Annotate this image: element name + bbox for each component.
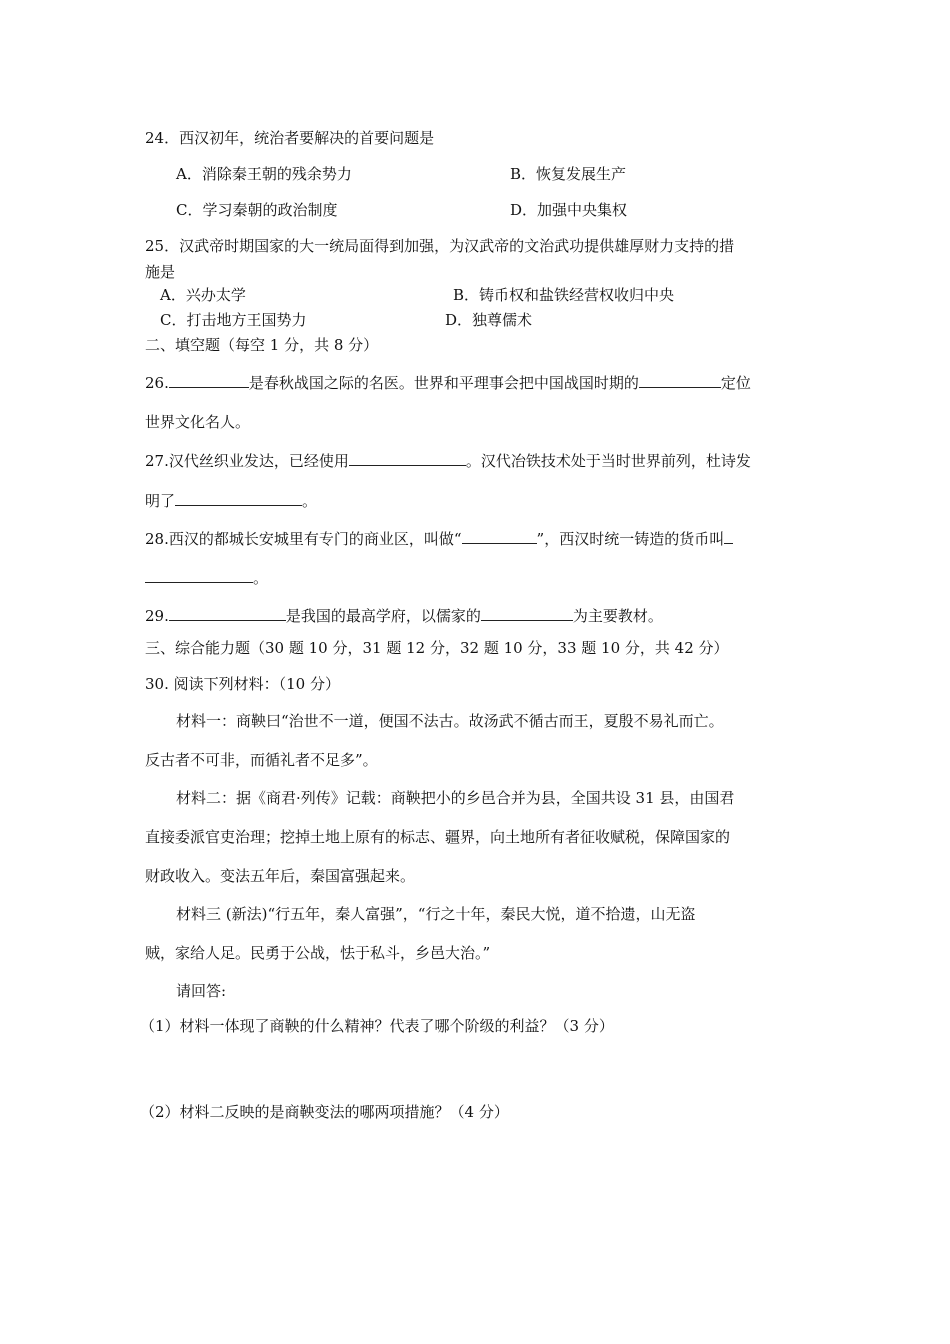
q30-sub-question-2: （2）材料二反映的是商鞅变法的哪两项措施？（4 分） — [140, 1103, 509, 1121]
q28-text: 28.西汉的都城长安城里有专门的商业区，叫做“ — [145, 530, 462, 548]
q30-material-2-line2: 直接委派官吏治理；挖掉土地上原有的标志、疆界，向土地所有者征收赋税，保障国家的 — [145, 828, 731, 846]
q27-line1 — [145, 449, 751, 471]
q30-material-3-line2: 贼，家给人足。民勇于公战，怯于私斗，乡邑大治。” — [145, 944, 491, 962]
q25-stem-line2: 施是 — [145, 263, 176, 281]
q26-blank-2[interactable] — [639, 371, 721, 388]
q30-material-2-line3: 财政收入。变法五年后，秦国富强起来。 — [145, 867, 416, 885]
question-29 — [145, 604, 663, 626]
q29-text-end: 为主要教材。 — [572, 607, 663, 625]
q28-blank-1[interactable] — [462, 527, 537, 544]
q25-option-b: B．铸币权和盐铁经营权收归中央 — [453, 286, 675, 304]
q26-text: 是春秋战国之际的名医。世界和平理事会把中国战国时期的 — [248, 374, 639, 392]
q28-line2 — [145, 566, 268, 588]
q25-option-d: D．独尊儒术 — [445, 311, 533, 329]
q29-number: 29. — [145, 607, 169, 625]
q27-blank-1[interactable] — [349, 449, 466, 466]
q24-option-a: A．消除秦王朝的残余势力 — [176, 165, 352, 183]
q24-option-d: D．加强中央集权 — [510, 201, 628, 219]
q26-text-end: 定位 — [720, 374, 751, 392]
q28-blank-2[interactable] — [145, 566, 253, 583]
q24-option-b: B．恢复发展生产 — [510, 165, 627, 183]
q30-material-1-line2: 反古者不可非，而循礼者不足多”。 — [145, 751, 378, 769]
q27-text-3: 明了 — [145, 492, 176, 510]
q25-option-c: C．打击地方王国势力 — [160, 311, 307, 329]
q28-text-2: ”，西汉时统一铸造的货币叫 — [536, 530, 725, 548]
q29-blank-1[interactable] — [169, 604, 286, 621]
section-2-heading: 二、填空题（每空 1 分，共 8 分） — [145, 336, 379, 354]
q27-text: 27.汉代丝织业发达，已经使用 — [145, 452, 349, 470]
q24-stem: 24．西汉初年，统治者要解决的首要问题是 — [145, 129, 435, 147]
q28-line1 — [145, 527, 733, 549]
q25-option-a: A．兴办太学 — [160, 286, 246, 304]
q27-blank-2[interactable] — [175, 489, 302, 506]
q28-blank-2-start[interactable] — [724, 527, 733, 544]
q30-material-3-line1: 材料三 (新法)“行五年，秦人富强”，“行之十年，秦民大悦，道不拾遗，山无盗 — [176, 905, 696, 923]
q27-text-4: 。 — [302, 492, 318, 510]
q26-line2: 世界文化名人。 — [145, 413, 251, 431]
q24-option-c: C．学习秦朝的政治制度 — [176, 201, 338, 219]
q26-blank-1[interactable] — [169, 371, 249, 388]
q27-line2 — [145, 489, 317, 511]
q28-text-3: 。 — [253, 569, 269, 587]
q30-material-2-line1: 材料二：据《商君·列传》记载：商鞅把小的乡邑合并为县，全国共设 31 县，由国君 — [176, 789, 735, 807]
q30-sub-question-1: （1）材料一体现了商鞅的什么精神？代表了哪个阶级的利益？（3 分） — [140, 1017, 614, 1035]
q30-prompt: 请回答: — [176, 982, 227, 1000]
q26-line1 — [145, 371, 751, 393]
section-3-heading: 三、综合能力题（30 题 10 分，31 题 12 分，32 题 10 分，33 题 10 分，共 42 分） — [145, 639, 729, 657]
q25-stem-line1: 25．汉武帝时期国家的大一统局面得到加强，为汉武帝的文治武功提供雄厚财力支持的措 — [145, 237, 735, 255]
q29-blank-2[interactable] — [481, 604, 573, 621]
q30-material-1-line1: 材料一：商鞅曰“治世不一道，便国不法古。故汤武不循古而王，夏殷不易礼而亡。 — [176, 712, 724, 730]
q30-stem: 30. 阅读下列材料：（10 分） — [145, 675, 340, 693]
q29-text: 是我国的最高学府，以儒家的 — [285, 607, 481, 625]
q26-number: 26. — [145, 374, 169, 392]
q27-text-2: 。汉代冶铁技术处于当时世界前列，杜诗发 — [465, 452, 751, 470]
